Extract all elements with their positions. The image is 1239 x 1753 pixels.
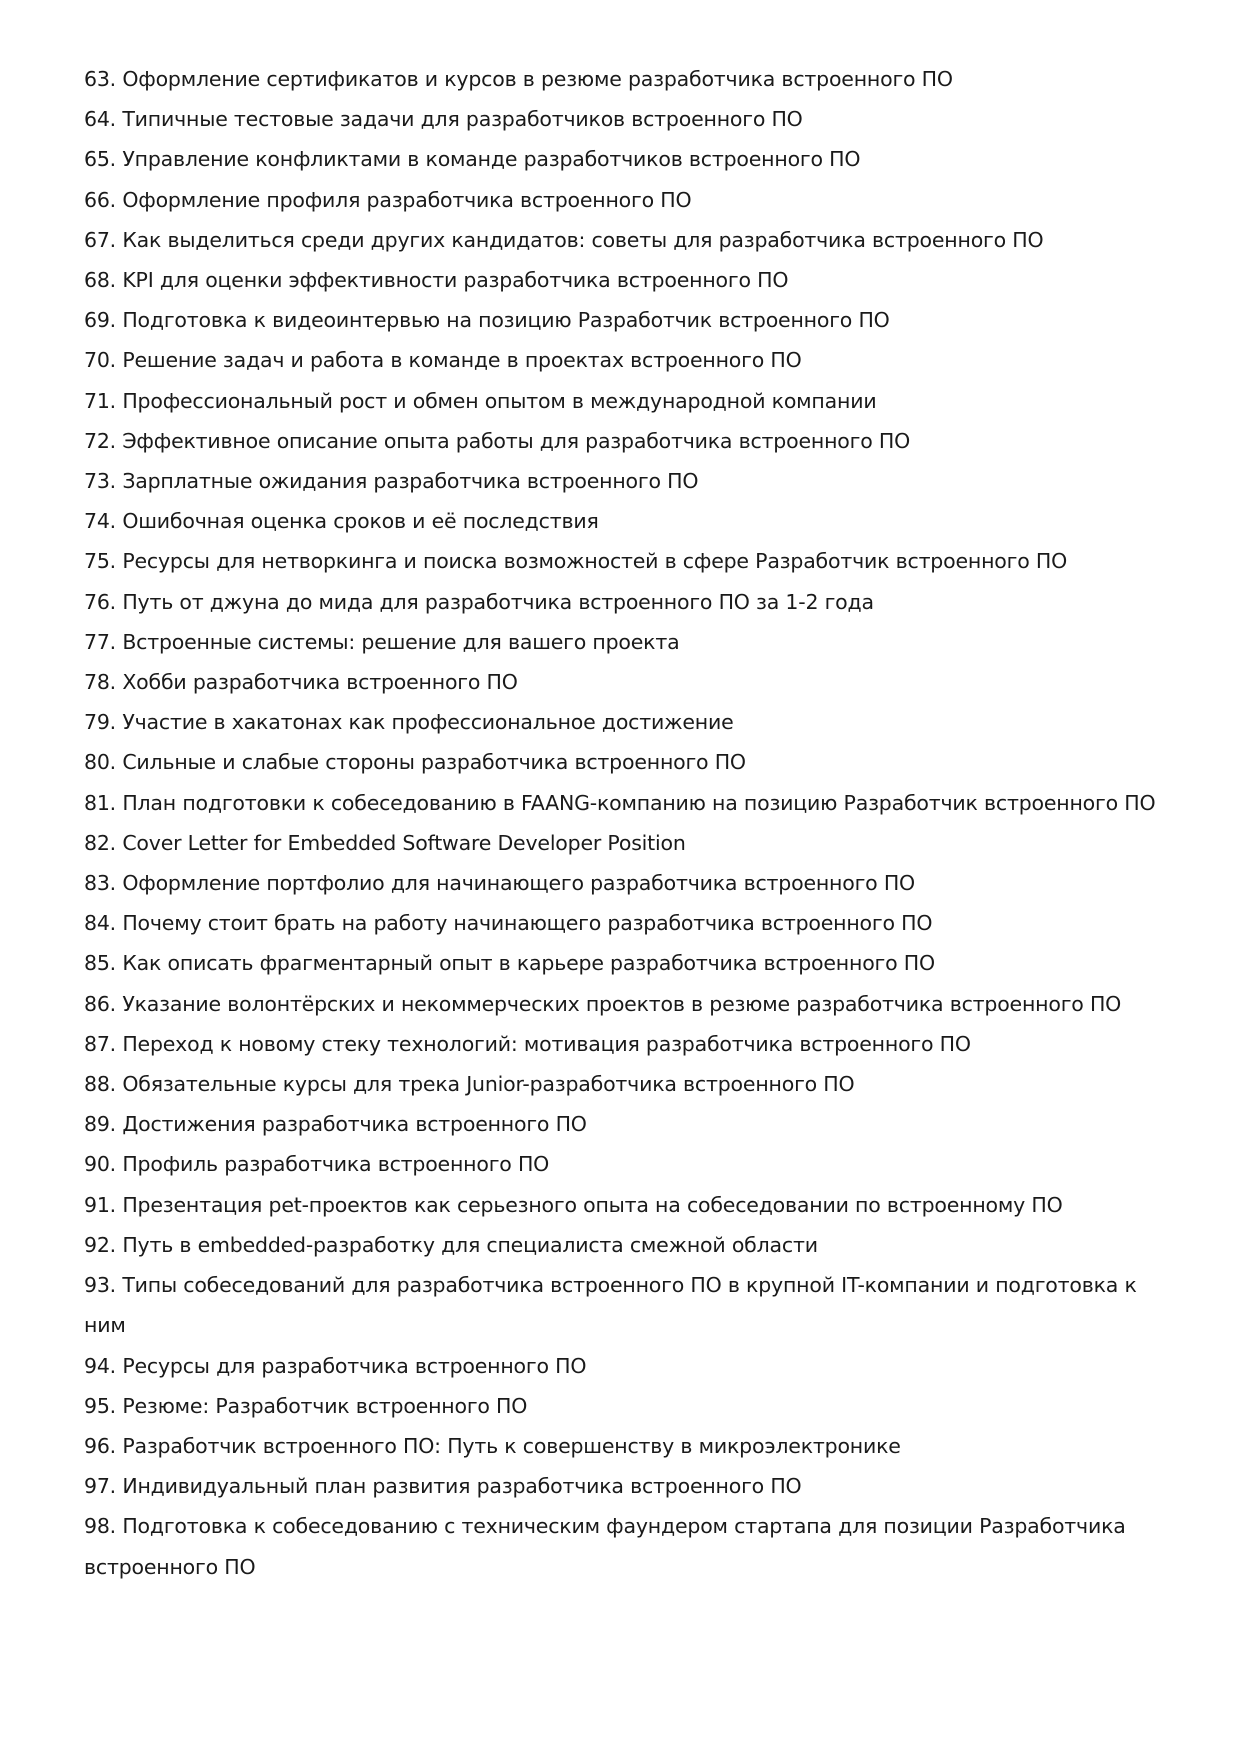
list-item: 82. Cover Letter for Embedded Software Developer Position	[84, 830, 686, 855]
list-item: 69. Подготовка к видеоинтервью на позицию Разработчик встроенного ПО	[84, 308, 890, 333]
list-item: 74. Ошибочная оценка сроков и её последствия	[84, 509, 599, 534]
list-item: 88. Обязательные курсы для трека Junior-разработчика встроенного ПО	[84, 1072, 855, 1097]
list-item: 93. Типы собеседований для разработчика встроенного ПО в крупной IT-компании и подготовка к ним	[84, 1273, 1137, 1338]
list-item: 86. Указание волонтёрских и некоммерческих проектов в резюме разработчика встроенного ПО	[84, 991, 1122, 1016]
list-item: 66. Оформление профиля разработчика встроенного ПО	[84, 187, 692, 212]
list-item: 67. Как выделиться среди других кандидатов: советы для разработчика встроенного ПО	[84, 227, 1044, 252]
list-item: 80. Сильные и слабые стороны разработчика встроенного ПО	[84, 750, 746, 775]
list-item: 78. Хобби разработчика встроенного ПО	[84, 670, 518, 695]
list-item: 89. Достижения разработчика встроенного ПО	[84, 1112, 587, 1137]
list-item: 72. Эффективное описание опыта работы для разработчика встроенного ПО	[84, 428, 910, 453]
list-item: 84. Почему стоит брать на работу начинающего разработчика встроенного ПО	[84, 911, 933, 936]
list-item: 97. Индивидуальный план развития разработчика встроенного ПО	[84, 1474, 802, 1499]
topic-list	[84, 59, 1164, 1587]
list-item: 76. Путь от джуна до мида для разработчика встроенного ПО за 1-2 года	[84, 589, 874, 614]
list-item: 83. Оформление портфолио для начинающего разработчика встроенного ПО	[84, 871, 915, 896]
list-item: 98. Подготовка к собеседованию с техническим фаундером стартапа для позиции Разработчика встроенного ПО	[84, 1514, 1126, 1579]
list-item: 87. Переход к новому стеку технологий: мотивация разработчика встроенного ПО	[84, 1031, 971, 1056]
list-item: 75. Ресурсы для нетворкинга и поиска возможностей в сфере Разработчик встроенного ПО	[84, 549, 1068, 574]
list-item: 65. Управление конфликтами в команде разработчиков встроенного ПО	[84, 147, 861, 172]
list-item: 92. Путь в embedded-разработку для специалиста смежной области	[84, 1232, 818, 1257]
list-item: 64. Типичные тестовые задачи для разработчиков встроенного ПО	[84, 107, 803, 132]
list-item: 96. Разработчик встроенного ПО: Путь к совершенству в микроэлектронике	[84, 1433, 901, 1458]
list-item: 73. Зарплатные ожидания разработчика встроенного ПО	[84, 469, 699, 494]
list-item: 91. Презентация pet-проектов как серьезного опыта на собеседовании по встроенному ПО	[84, 1192, 1063, 1217]
list-item: 79. Участие в хакатонах как профессиональное достижение	[84, 710, 734, 735]
list-item: 94. Ресурсы для разработчика встроенного ПО	[84, 1353, 587, 1378]
list-item: 90. Профиль разработчика встроенного ПО	[84, 1152, 550, 1177]
list-item: 81. План подготовки к собеседованию в FAANG-компанию на позицию Разработчик встроенного ПО	[84, 790, 1156, 815]
list-item: 63. Оформление сертификатов и курсов в резюме разработчика встроенного ПО	[84, 67, 953, 91]
list-item: 70. Решение задач и работа в команде в проектах встроенного ПО	[84, 348, 802, 373]
list-item: 85. Как описать фрагментарный опыт в карьере разработчика встроенного ПО	[84, 951, 935, 976]
list-item: 95. Резюме: Разработчик встроенного ПО	[84, 1393, 528, 1418]
list-item: 77. Встроенные системы: решение для вашего проекта	[84, 629, 680, 654]
list-item: 68. KPI для оценки эффективности разработчика встроенного ПО	[84, 268, 789, 293]
list-item: 71. Профессиональный рост и обмен опытом в международной компании	[84, 388, 877, 413]
